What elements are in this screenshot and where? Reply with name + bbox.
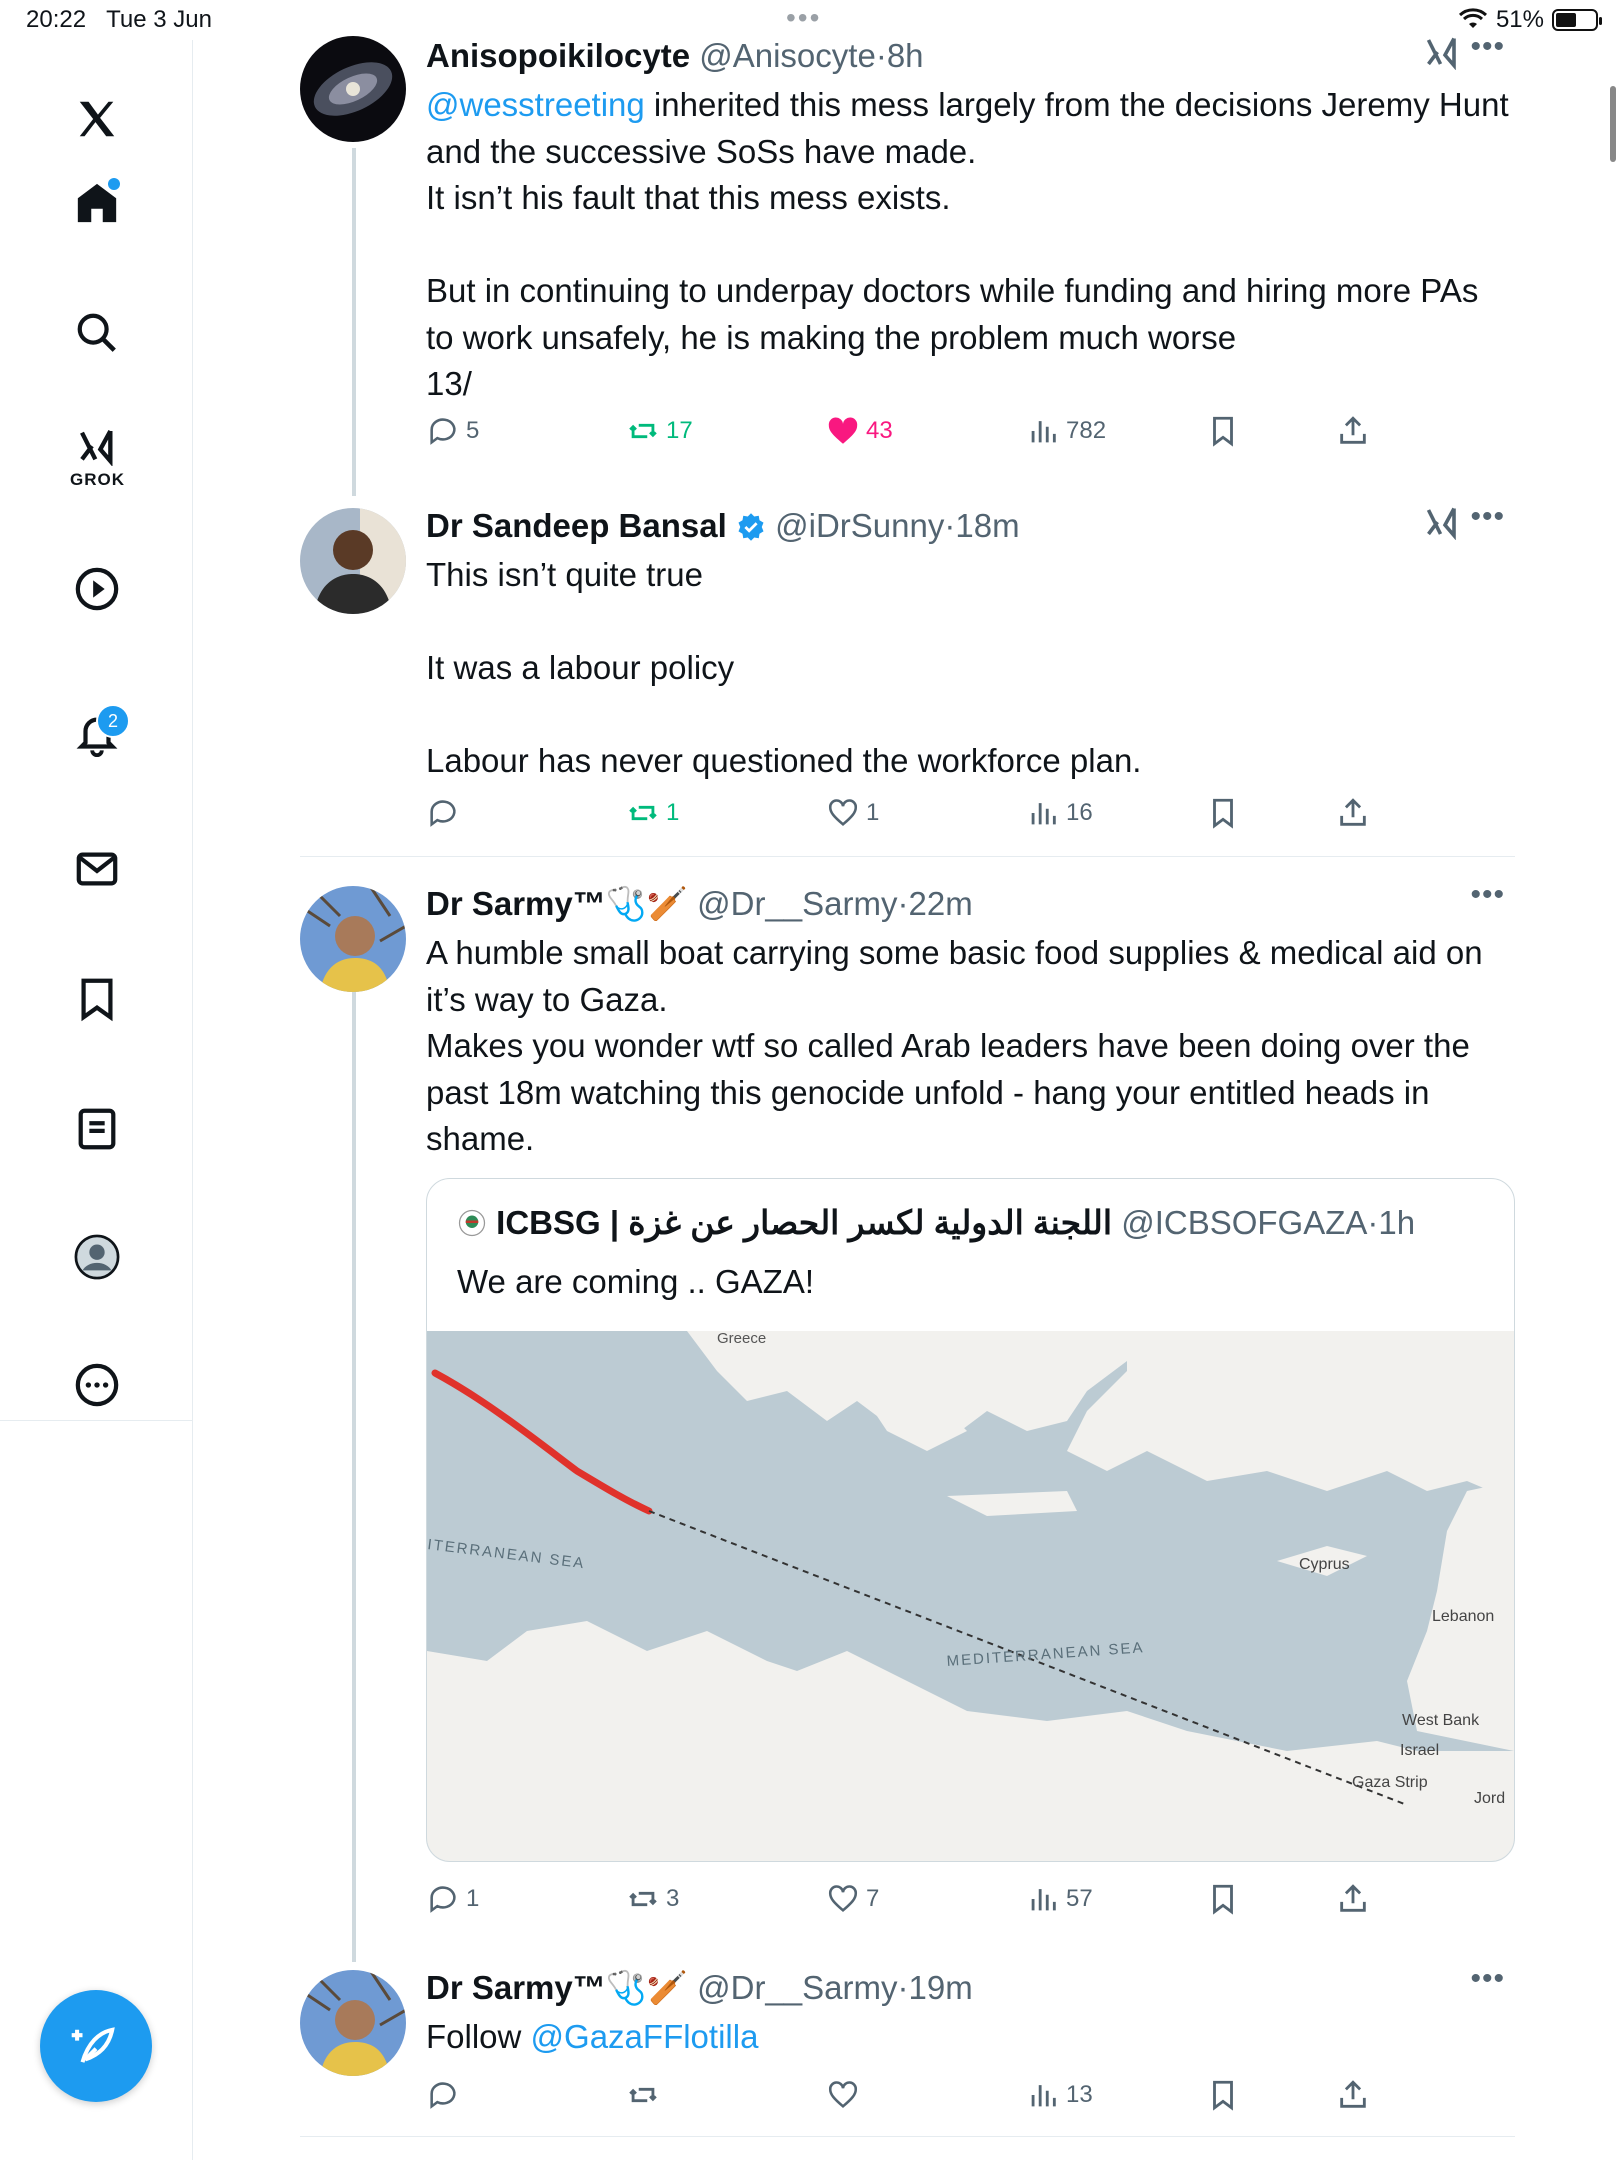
- repost-button[interactable]: [626, 796, 679, 830]
- quoted-tweet-header: [457, 1203, 1415, 1242]
- more-options-icon[interactable]: •••: [1470, 500, 1505, 533]
- tweet-text: [426, 2014, 1515, 2061]
- share-button[interactable]: [1336, 796, 1370, 830]
- sidebar: [0, 40, 193, 1420]
- repost-button[interactable]: [626, 1882, 679, 1916]
- grok-label: GROK: [70, 470, 125, 489]
- tweet-header: [426, 1966, 1515, 2010]
- reply-icon: [426, 796, 460, 830]
- view-count: 13: [1066, 2081, 1093, 2108]
- heart-icon: [826, 1882, 860, 1916]
- like-count: 43: [866, 417, 893, 444]
- lists-icon[interactable]: [70, 1102, 124, 1156]
- share-icon: [1336, 1882, 1370, 1916]
- grok-icon[interactable]: [70, 426, 125, 489]
- sidebar-divider: [0, 1420, 192, 1421]
- sidebar-border: [192, 1420, 193, 2160]
- views-button[interactable]: [1026, 414, 1106, 448]
- reply-count: 5: [466, 417, 480, 444]
- more-options-icon[interactable]: •••: [1470, 1962, 1505, 1995]
- share-button[interactable]: [1336, 2078, 1370, 2112]
- tweet-actions: [426, 796, 1406, 836]
- grok-explain-icon[interactable]: [1424, 34, 1460, 70]
- views-button[interactable]: [1026, 1882, 1093, 1916]
- map-label-sea-center: MEDITERRANEAN SEA: [946, 1639, 1145, 1670]
- reply-icon: [426, 414, 460, 448]
- compose-feather-icon: [69, 2019, 123, 2073]
- author-emoji: 🩺🏏: [605, 885, 688, 922]
- like-count: 1: [866, 799, 880, 826]
- share-icon: [1336, 2078, 1370, 2112]
- reply-button[interactable]: [426, 1882, 479, 1916]
- heart-icon: [826, 796, 860, 830]
- bookmark-button[interactable]: [1206, 1882, 1240, 1916]
- separator: ·: [875, 37, 887, 74]
- battery-icon: [1552, 9, 1598, 31]
- reply-icon: [426, 1882, 460, 1916]
- author-handle[interactable]: @Dr__Sarmy: [697, 1969, 898, 2006]
- map-label-jordan: Jord: [1474, 1790, 1506, 1807]
- tweet-time[interactable]: 19m: [908, 1969, 973, 2006]
- reply-count: 1: [466, 1885, 480, 1912]
- map-label-cyprus: Cyprus: [1299, 1556, 1350, 1573]
- verified-badge-icon: [736, 512, 766, 542]
- separator: ·: [897, 1969, 909, 2006]
- share-icon: [1336, 796, 1370, 830]
- tweet-actions: [426, 414, 1406, 454]
- quoted-tweet-time: 1h: [1378, 1204, 1416, 1241]
- map-label-greece: Greece: [717, 1331, 767, 1347]
- repost-button[interactable]: [626, 414, 693, 448]
- views-button[interactable]: [1026, 2078, 1093, 2112]
- reply-button[interactable]: [426, 796, 466, 830]
- video-icon[interactable]: [70, 562, 124, 616]
- map-label-israel: Israel: [1400, 1742, 1440, 1759]
- repost-icon: [626, 796, 660, 830]
- bell-icon[interactable]: [70, 708, 124, 762]
- quoted-tweet-text: We are coming .. GAZA!: [457, 1263, 815, 1300]
- author-handle[interactable]: @Anisocyte: [699, 37, 876, 74]
- map-label-west-bank: West Bank: [1402, 1712, 1480, 1729]
- avatar[interactable]: [300, 508, 406, 614]
- scrollbar[interactable]: [1610, 86, 1616, 162]
- bookmark-icon: [1206, 2078, 1240, 2112]
- repost-icon: [626, 414, 660, 448]
- share-button[interactable]: [1336, 414, 1370, 448]
- tweet-actions: [426, 2078, 1406, 2118]
- bookmark-icon[interactable]: [70, 972, 124, 1026]
- like-button[interactable]: [826, 796, 879, 830]
- tweet-text-prefix: Follow: [426, 2018, 531, 2055]
- quoted-author-name[interactable]: ICBSG | اللجنة الدولية لكسر الحصار عن غزة: [496, 1204, 1113, 1241]
- avatar[interactable]: [300, 886, 406, 992]
- map-label-lebanon: Lebanon: [1432, 1608, 1495, 1625]
- repost-icon: [626, 1882, 660, 1916]
- view-count: 16: [1066, 799, 1093, 826]
- bookmark-button[interactable]: [1206, 414, 1240, 448]
- tweet-time[interactable]: 18m: [955, 507, 1020, 544]
- mail-icon[interactable]: [70, 842, 124, 896]
- author-name[interactable]: Dr Sarmy™: [426, 885, 606, 922]
- route-map-image[interactable]: [427, 1331, 1514, 1861]
- tweet-header: [426, 882, 1515, 926]
- share-icon: [1336, 414, 1370, 448]
- more-options-icon[interactable]: •••: [1470, 878, 1505, 911]
- avatar[interactable]: [300, 1970, 406, 2076]
- like-button[interactable]: [826, 2078, 866, 2112]
- bookmark-icon: [1206, 414, 1240, 448]
- tweet-text: A humble small boat carrying some basic food supplies & medical aid on it’s way to Gaza. Makes you wonder wtf so called Arab leaders have been doing over the past 18m watching this genocide unfold - hang your entitled heads in shame.: [426, 934, 1483, 1157]
- reply-icon: [426, 2078, 460, 2112]
- author-name[interactable]: Dr Sarmy™: [426, 1969, 606, 2006]
- separator: ·: [944, 507, 956, 544]
- like-button[interactable]: [826, 414, 893, 448]
- heart-filled-icon: [826, 414, 860, 448]
- author-handle[interactable]: @Dr__Sarmy: [697, 885, 898, 922]
- author-name[interactable]: Anisopoikilocyte: [426, 37, 691, 74]
- search-icon[interactable]: [70, 306, 124, 360]
- map-label-sea-left: ITERRANEAN SEA: [427, 1536, 587, 1573]
- status-time: 20:22 Tue 3 Jun: [26, 6, 212, 33]
- repost-count: 17: [666, 417, 693, 444]
- battery-percent: 51%: [1495, 6, 1544, 33]
- multitask-dots[interactable]: •••: [786, 2, 822, 33]
- tweet-actions: [426, 1882, 1406, 1922]
- author-name[interactable]: Dr Sandeep Bansal: [426, 507, 727, 544]
- thread-line: [352, 148, 356, 496]
- author-emoji: 🩺🏏: [605, 1969, 688, 2006]
- view-count: 57: [1066, 1885, 1093, 1912]
- share-button[interactable]: [1336, 1882, 1370, 1916]
- tweet-text-content: inherited this mess largely from the decisions Jeremy Hunt and the successive SoSs have made. It isn’t his fault that this mess exists. But in continuing to underpay doctors while funding and hiring more PAs to work unsafely, he is making the problem much worse 13/: [426, 86, 1509, 402]
- tweet-text: [426, 82, 1515, 408]
- repost-count: 3: [666, 1885, 680, 1912]
- home-icon[interactable]: [70, 176, 124, 230]
- home-notification-dot: [108, 178, 120, 190]
- views-icon: [1026, 1882, 1060, 1916]
- timeline: [300, 0, 1515, 2160]
- views-icon: [1026, 2078, 1060, 2112]
- icbsg-logo-icon: [457, 1208, 487, 1238]
- map-label-gaza: Gaza Strip: [1352, 1774, 1428, 1791]
- profile-icon[interactable]: [70, 1230, 124, 1284]
- views-button[interactable]: [1026, 796, 1093, 830]
- quoted-author-handle[interactable]: @ICBSOFGAZA: [1121, 1204, 1368, 1241]
- view-count: 782: [1066, 417, 1107, 444]
- views-icon: [1026, 796, 1060, 830]
- separator: ·: [1367, 1204, 1379, 1241]
- views-icon: [1026, 414, 1060, 448]
- separator: ·: [897, 885, 909, 922]
- bookmark-button[interactable]: [1206, 2078, 1240, 2112]
- bookmark-icon: [1206, 796, 1240, 830]
- bookmark-button[interactable]: [1206, 796, 1240, 830]
- compose-button[interactable]: [40, 1990, 152, 2102]
- reply-button[interactable]: [426, 414, 479, 448]
- tweet-divider: [300, 2136, 1515, 2137]
- repost-button[interactable]: [626, 2078, 666, 2112]
- tweet-header: [426, 34, 1515, 78]
- more-icon[interactable]: [70, 1358, 124, 1412]
- tweet-time[interactable]: 8h: [886, 37, 924, 74]
- more-options-icon[interactable]: •••: [1470, 30, 1505, 63]
- reply-button[interactable]: [426, 2078, 466, 2112]
- heart-icon: [826, 2078, 860, 2112]
- tweet-divider: [300, 856, 1515, 857]
- thread-line: [352, 992, 356, 1962]
- mention-link[interactable]: @GazaFFlotilla: [530, 2018, 759, 2055]
- x-logo-icon[interactable]: [70, 92, 124, 146]
- mention-link[interactable]: @wesstreeting: [426, 86, 645, 123]
- quoted-tweet[interactable]: [426, 1178, 1515, 1862]
- tweet-time[interactable]: 22m: [908, 885, 973, 922]
- avatar[interactable]: [300, 36, 406, 142]
- repost-icon: [626, 2078, 660, 2112]
- repost-count: 1: [666, 799, 680, 826]
- bookmark-icon: [1206, 1882, 1240, 1916]
- like-count: 7: [866, 1885, 880, 1912]
- like-button[interactable]: [826, 1882, 879, 1916]
- grok-explain-icon[interactable]: [1424, 504, 1460, 540]
- notifications-badge: 2: [96, 704, 130, 738]
- tweet-header: [426, 504, 1515, 548]
- author-handle[interactable]: @iDrSunny: [775, 507, 945, 544]
- tweet-text: This isn’t quite true It was a labour policy Labour has never questioned the workforce plan.: [426, 556, 1142, 779]
